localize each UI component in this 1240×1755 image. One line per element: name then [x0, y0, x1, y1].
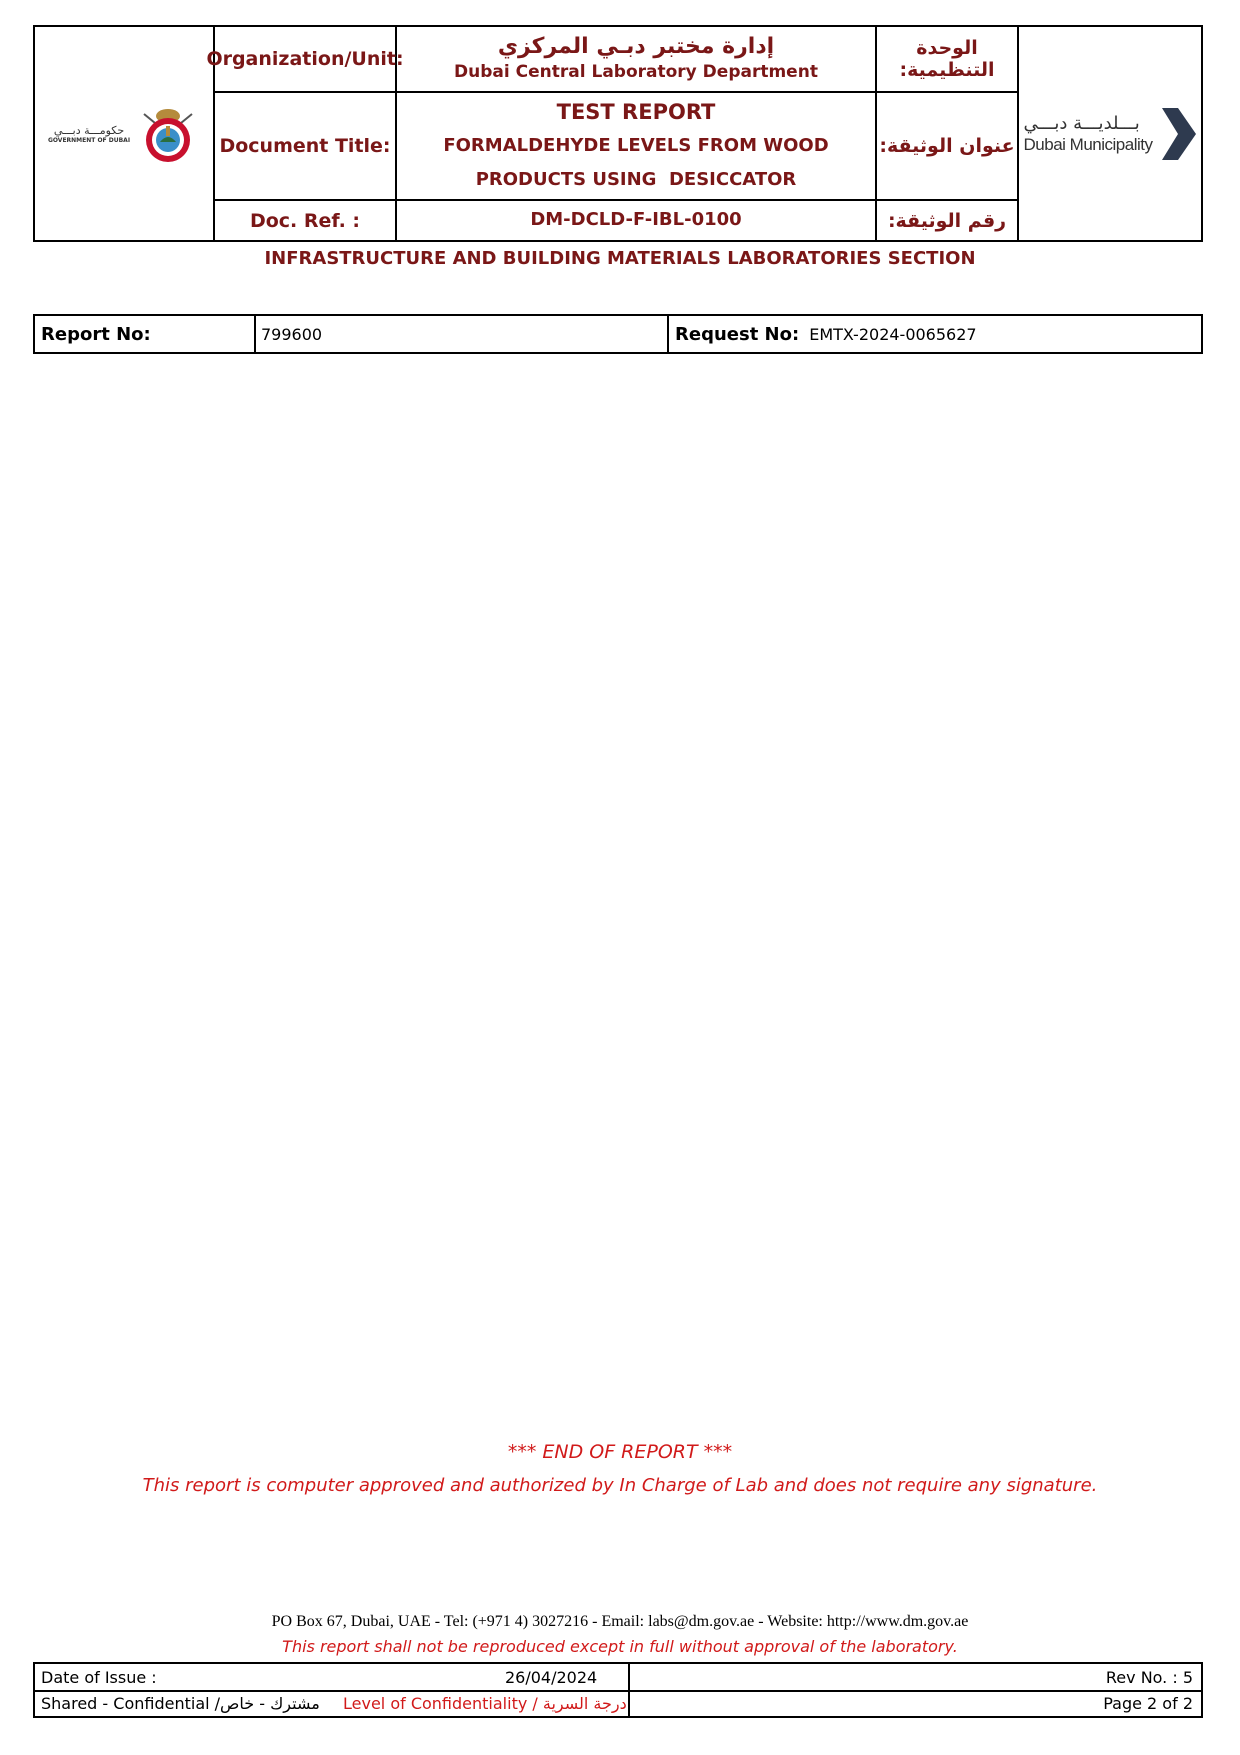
date-of-issue-value: 26/04/2024: [505, 1668, 598, 1687]
contact-line: PO Box 67, Dubai, UAE - Tel: (+971 4) 3027216 - Email: labs@dm.gov.ae - Website: http://www.dm.gov.ae: [271, 1613, 969, 1630]
gov-logo-english: GOVERNMENT OF DUBAI: [47, 136, 131, 144]
document-title-value: [397, 93, 875, 199]
organization-english: Dubai Central Laboratory Department: [454, 62, 818, 82]
doc-ref-value: DM-DCLD-F-IBL-0100: [530, 208, 742, 230]
report-no-value: 799600: [261, 325, 323, 344]
confidentiality-label: Level of Confidentiality / درجة السرية: [343, 1694, 627, 1713]
approval-note: This report is computer approved and authorized by In Charge of Lab and does not require any signature.: [142, 1475, 1098, 1496]
organization-arabic: إدارة مختبر دبـي المركزي: [497, 34, 775, 59]
document-title-line-2: FORMALDEHYDE LEVELS FROM WOOD: [443, 135, 829, 156]
footer-table: [33, 1662, 1203, 1718]
section-title: INFRASTRUCTURE AND BUILDING MATERIALS LABORATORIES SECTION: [264, 248, 976, 269]
dm-logo-arabic: بـــلديـــة دبـــي: [1023, 112, 1140, 134]
confidentiality-prefix: Shared - Confidential /مشترك - خاص: [41, 1694, 320, 1713]
dubai-emblem-icon: [136, 102, 200, 166]
report-no-label: Report No:: [41, 324, 151, 345]
request-no-value: EMTX-2024-0065627: [809, 325, 977, 344]
end-of-report: *** END OF REPORT ***: [507, 1441, 733, 1463]
organization-unit-label-arabic: الوحدة التنظيمية:: [899, 37, 995, 81]
dm-chevron-icon: [1156, 108, 1196, 160]
organization-unit-label: Organization/Unit:: [206, 48, 404, 70]
document-title-line-1: TEST REPORT: [556, 100, 716, 124]
government-of-dubai-logo: [35, 27, 213, 240]
dubai-municipality-logo: [1019, 27, 1201, 240]
reproduction-note: This report shall not be reproduced except in full without approval of the laboratory.: [282, 1637, 958, 1656]
rev-no: Rev No. : 5: [1105, 1668, 1193, 1687]
document-title-label: Document Title:: [219, 135, 391, 157]
request-no-label: Request No:: [675, 324, 800, 345]
document-title-label-arabic: عنوان الوثيقة:: [879, 135, 1015, 157]
doc-ref-label-arabic: رقم الوثيقة:: [887, 209, 1007, 232]
doc-ref-label: Doc. Ref. :: [249, 209, 361, 232]
organization-unit-value: [397, 27, 875, 91]
dm-logo-english: Dubai Municipality: [1023, 134, 1153, 154]
document-header: [33, 25, 1203, 242]
report-info-box: [33, 314, 1203, 354]
page-number: Page 2 of 2: [1103, 1694, 1193, 1713]
gov-logo-arabic: حكومـــة دبـــي: [53, 123, 125, 137]
document-title-line-3: PRODUCTS USING DESICCATOR: [475, 169, 797, 190]
date-of-issue-label: Date of Issue :: [41, 1668, 157, 1687]
